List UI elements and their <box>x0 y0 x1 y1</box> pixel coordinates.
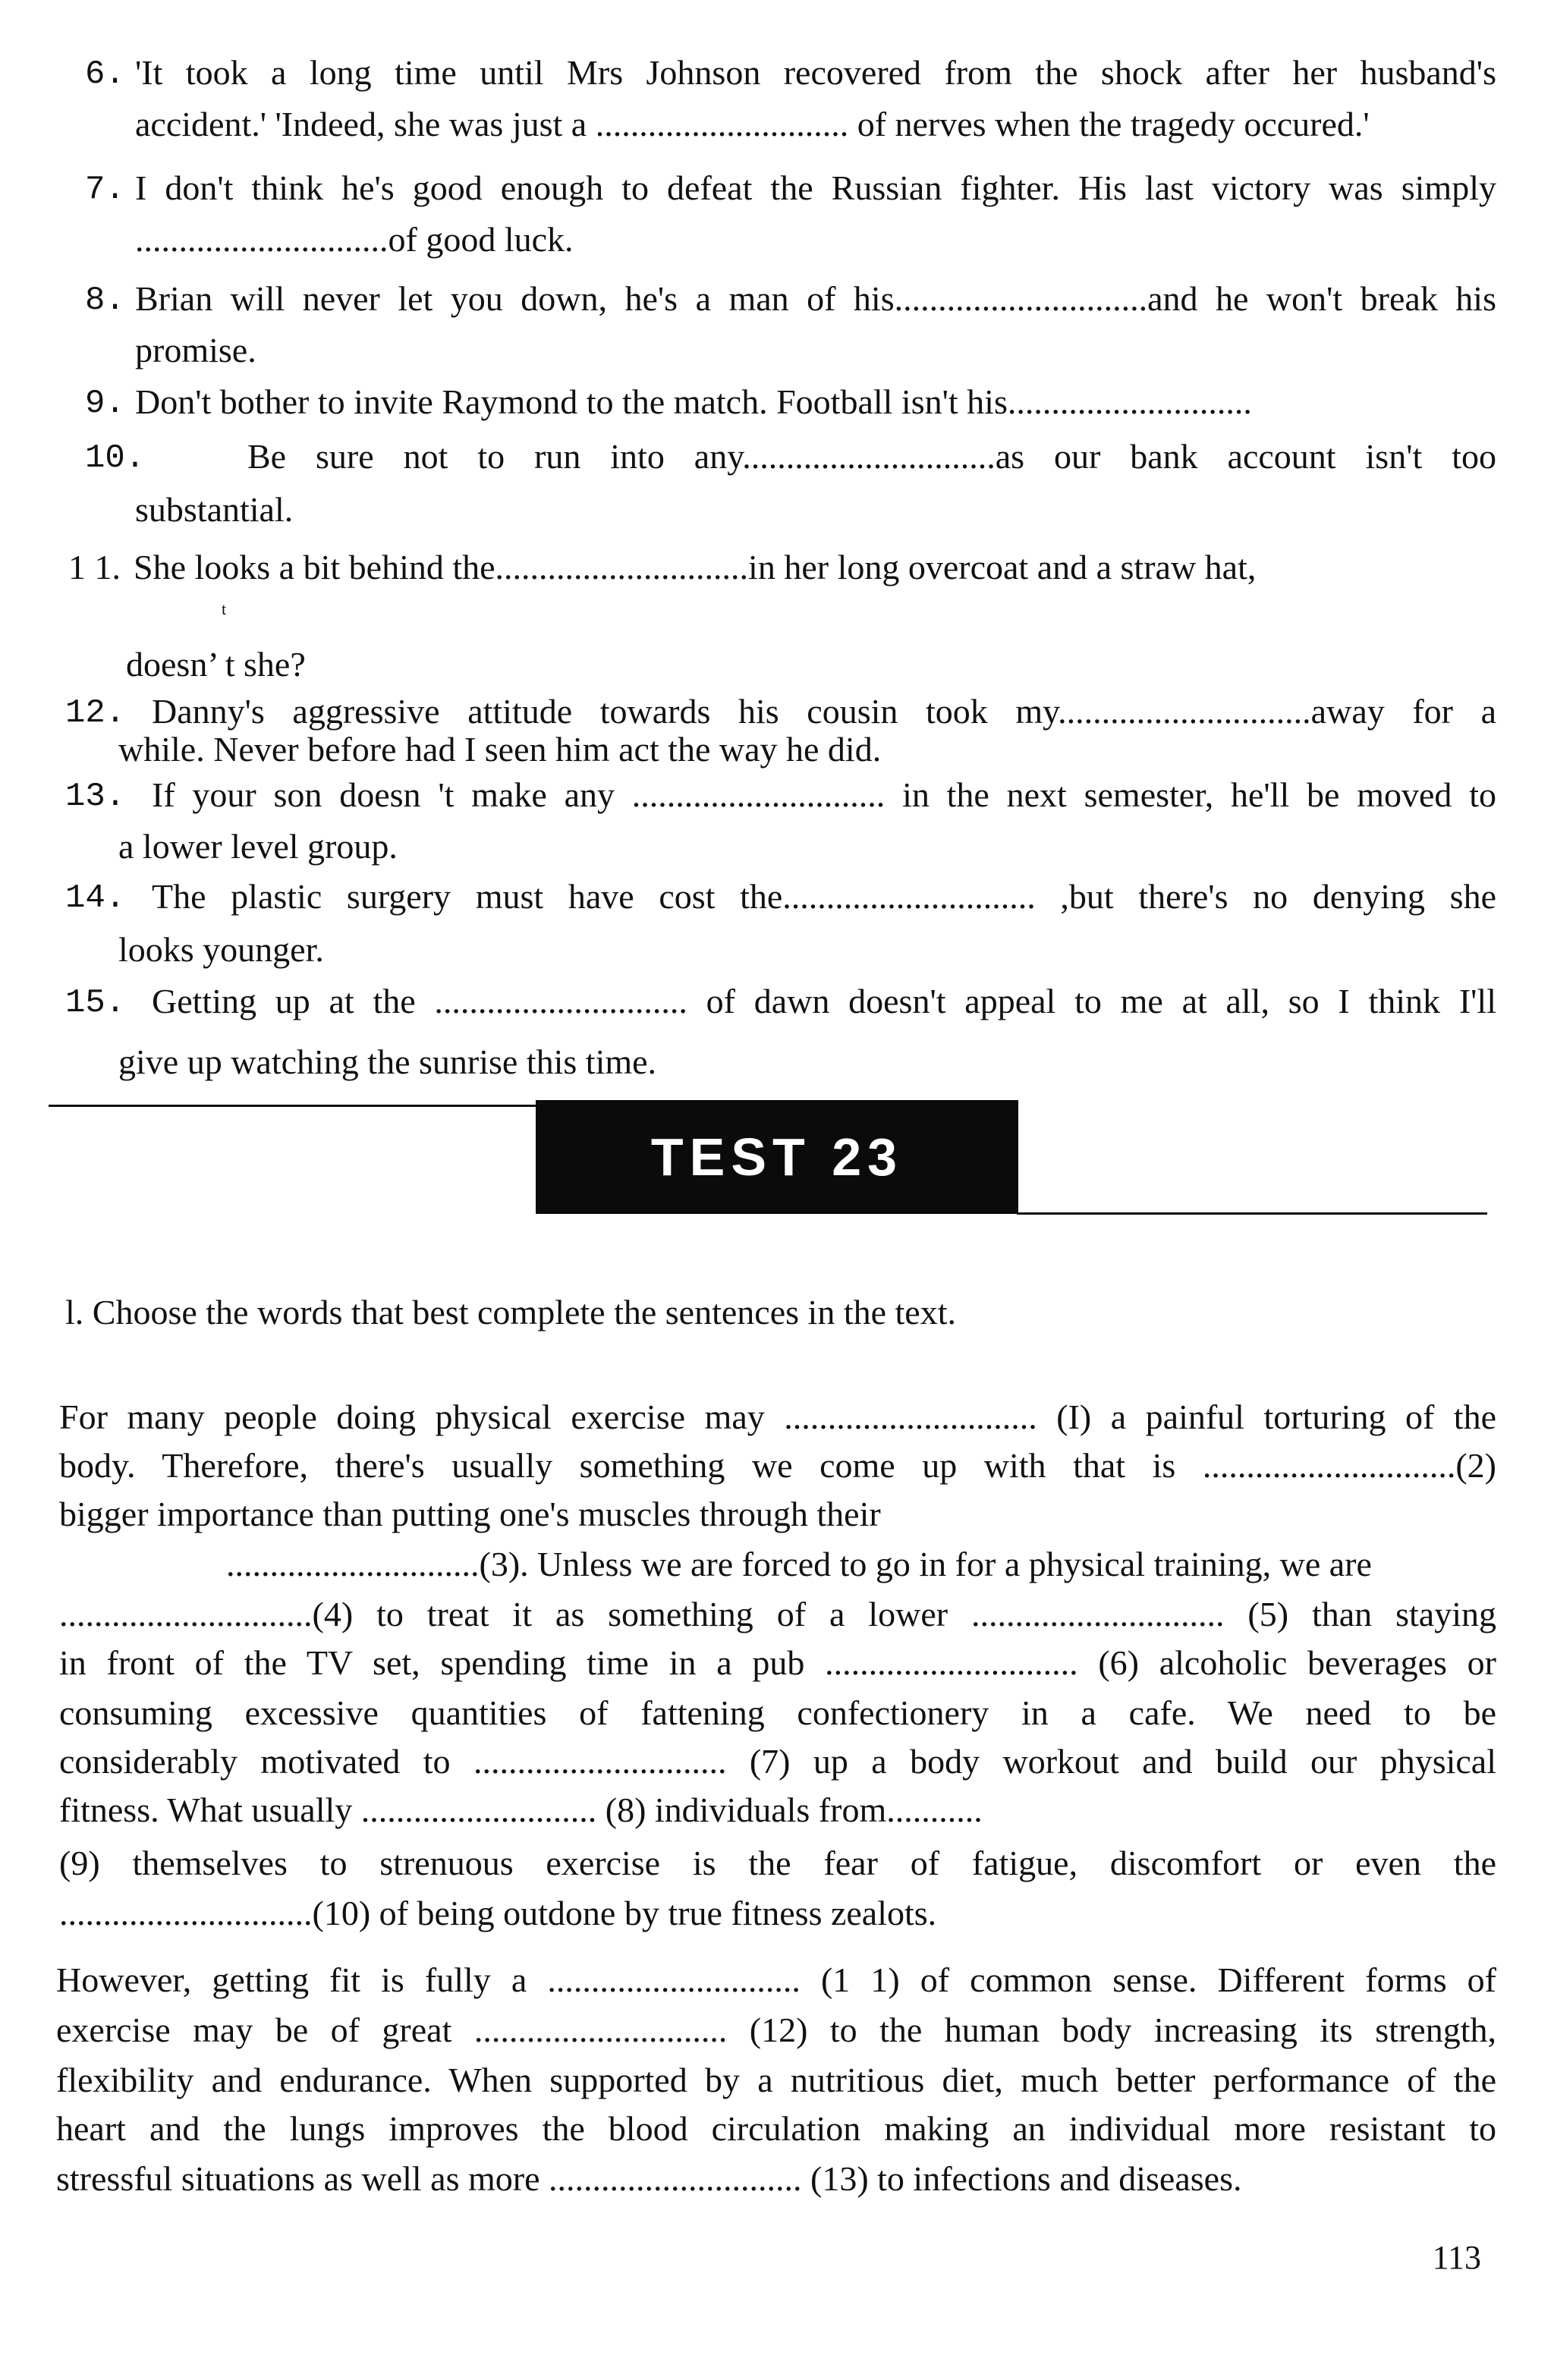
item-text: The plastic surgery must have cost the............................. ,but there's no denying she <box>152 877 1496 916</box>
item-number: 8. <box>85 281 125 319</box>
para-line: .............................(4) to treat it as something of a lower ............................. (5) than staying <box>59 1595 1496 1633</box>
item-text: give up watching the sunrise this time. <box>118 1042 657 1081</box>
para-line: .............................(3). Unless we are forced to go in for a physical training, we are <box>226 1545 1372 1583</box>
item-text: a lower level group. <box>118 827 398 866</box>
divider-left <box>49 1105 537 1107</box>
item-text: Don't bother to invite Raymond to the match. Football isn't his............................ <box>135 382 1252 421</box>
para-line: For many people doing physical exercise may ............................. (I) a painful torturing of the <box>59 1398 1496 1436</box>
item-text: while. Never before had I seen him act the way he did. <box>118 730 882 769</box>
stray-mark: t <box>222 599 227 618</box>
item-number: 13. <box>65 778 126 816</box>
para-line: fitness. What usually ........................... (8) individuals from........... <box>59 1791 983 1829</box>
instruction: l. Choose the words that best complete the sentences in the text. <box>65 1293 956 1331</box>
test-title: TEST 23 <box>650 1127 904 1187</box>
item-text: Brian will never let you down, he's a man of his.............................and he won't break his <box>135 279 1496 318</box>
para-line: exercise may be of great ............................. (12) to the human body increasing its strength, <box>56 2011 1496 2049</box>
item-text: Getting up at the ............................. of dawn doesn't appeal to me at all, so I think I'll <box>152 982 1496 1020</box>
item-text: promise. <box>135 331 256 369</box>
para-line: body. Therefore, there's usually something we come up with that is .............................(2) <box>59 1446 1496 1485</box>
item-text: doesn’ t she? <box>126 645 306 684</box>
item-number: 7. <box>85 171 125 209</box>
item-text: Danny's aggressive attitude towards his cousin took my.............................away for a <box>152 692 1496 731</box>
item-text: Be sure not to run into any.............................as our bank account isn't too <box>247 437 1496 476</box>
item-number: 9. <box>85 385 125 423</box>
para-line: heart and the lungs improves the blood circulation making an individual more resistant to <box>56 2109 1496 2148</box>
para-line: consuming excessive quantities of fattening confectionery in a cafe. We need to be <box>59 1693 1496 1732</box>
page-number: 113 <box>1432 2239 1481 2276</box>
item-number: 12. <box>65 694 126 732</box>
para-line: bigger importance than putting one's muscles through their <box>59 1495 881 1533</box>
para-line: flexibility and endurance. When supported by a nutritious diet, much better performance of the <box>56 2061 1496 2099</box>
para-line: in front of the TV set, spending time in a pub ............................. (6) alcoholic beverages or <box>59 1643 1496 1682</box>
test-banner <box>536 1100 1018 1214</box>
item-text: accident.' 'Indeed, she was just a ............................. of nerves when the tragedy occured.' <box>135 105 1370 143</box>
item-number: 1 1. <box>68 548 121 586</box>
para-line: .............................(10) of being outdone by true fitness zealots. <box>59 1894 937 1932</box>
item-number: 10. <box>85 439 146 477</box>
item-number: 15. <box>65 984 126 1022</box>
item-text: She looks a bit behind the.............................in her long overcoat and a straw hat, <box>134 548 1257 586</box>
para-line: (9) themselves to strenuous exercise is the fear of fatigue, discomfort or even the <box>59 1844 1496 1882</box>
item-number: 14. <box>65 879 126 917</box>
item-text: substantial. <box>135 490 294 529</box>
item-text: .............................of good luck. <box>135 220 574 259</box>
item-text: If your son doesn 't make any ............................. in the next semester, he'll be moved to <box>152 775 1496 814</box>
item-text: looks younger. <box>118 930 324 969</box>
item-text: I don't think he's good enough to defeat the Russian fighter. His last victory was simply <box>135 168 1496 207</box>
para-line: considerably motivated to ............................. (7) up a body workout and build our physical <box>59 1742 1496 1781</box>
item-number: 6. <box>85 55 125 93</box>
para-line: However, getting fit is fully a ............................. (1 1) of common sense. Different forms of <box>56 1960 1496 1999</box>
divider-right <box>1017 1212 1487 1215</box>
para-line: stressful situations as well as more ............................. (13) to infections and diseases. <box>56 2159 1242 2198</box>
item-text: 'It took a long time until Mrs Johnson recovered from the shock after her husband's <box>135 53 1496 92</box>
